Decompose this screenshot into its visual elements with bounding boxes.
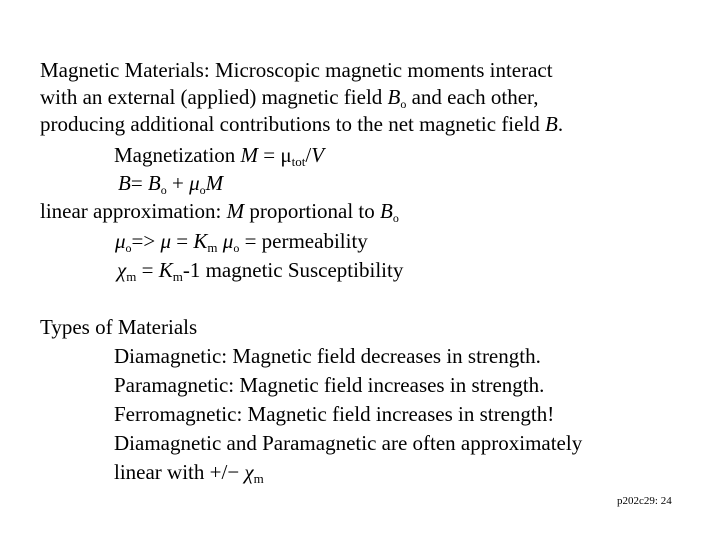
equals: = — [171, 229, 194, 253]
subscript: o — [392, 211, 399, 225]
slash: / — [305, 143, 312, 167]
plus: + — [166, 171, 190, 195]
type-paramagnetic: Paramagnetic: Magnetic field increases in strength. — [114, 373, 545, 397]
mu-symbol: μ — [160, 229, 172, 253]
subscript: o — [160, 183, 167, 197]
variable-K: K — [158, 258, 173, 282]
intro-line-3 — [40, 111, 563, 137]
variable-B: B — [387, 85, 401, 109]
mu-symbol: μ — [217, 229, 234, 253]
equation-susceptibility — [117, 257, 403, 283]
text: . — [557, 112, 564, 136]
variable-M: M — [205, 171, 224, 195]
subscript: o — [400, 97, 407, 111]
type-note: Diamagnetic and Paramagnetic are often approximately — [114, 431, 583, 455]
mu-symbol: μ — [280, 143, 292, 167]
chi-symbol: χ — [117, 258, 127, 282]
subscript: m — [253, 471, 264, 486]
equals: = — [258, 143, 281, 167]
subscript: o — [199, 183, 206, 197]
types-heading: Types of Materials — [40, 315, 198, 339]
intro-line-2 — [40, 84, 538, 110]
variable-B: B — [380, 199, 393, 223]
type-note-linear — [114, 459, 264, 485]
type-ferromagnetic: Ferromagnetic: Magnetic field increases in strength! — [114, 402, 555, 426]
mu-symbol: μ — [115, 229, 126, 253]
text: = permeability — [239, 229, 368, 253]
text: -1 magnetic Susceptibility — [182, 258, 404, 282]
variable-B0: B — [147, 171, 161, 195]
subscript: m — [126, 269, 137, 284]
text: linear with +/− — [114, 460, 245, 484]
variable-M: M — [240, 143, 259, 167]
variable-B: B — [545, 112, 558, 136]
variable-B: B — [118, 171, 131, 195]
equals: = — [136, 258, 159, 282]
slide-footer: p202c29: 24 — [617, 495, 672, 507]
text: proportional to — [244, 199, 381, 223]
linear-approximation — [40, 198, 399, 224]
intro-line-1: Magnetic Materials: Microscopic magnetic moments interact — [40, 58, 553, 82]
text: and each other, — [406, 85, 539, 109]
subscript: m — [172, 269, 183, 284]
arrow: => — [131, 229, 161, 253]
equation-magnetization — [114, 142, 324, 168]
variable-M: M — [226, 199, 245, 223]
label: Magnetization — [114, 143, 241, 167]
equation-permeability — [115, 228, 368, 254]
chi-symbol: χ — [244, 460, 254, 484]
mu-symbol: μ — [189, 171, 200, 195]
subscript: o — [233, 241, 240, 255]
text: producing additional contributions to the net magnetic field — [40, 112, 546, 136]
subscript: m — [207, 240, 218, 255]
subscript: o — [125, 241, 132, 255]
variable-K: K — [193, 229, 208, 253]
variable-V: V — [311, 143, 325, 167]
text: with an external (applied) magnetic field — [40, 85, 388, 109]
equals: = — [130, 171, 148, 195]
equation-b-field — [118, 170, 223, 196]
text: linear approximation: — [40, 199, 227, 223]
type-diamagnetic: Diamagnetic: Magnetic field decreases in strength. — [114, 344, 541, 368]
subscript: tot — [291, 154, 306, 169]
